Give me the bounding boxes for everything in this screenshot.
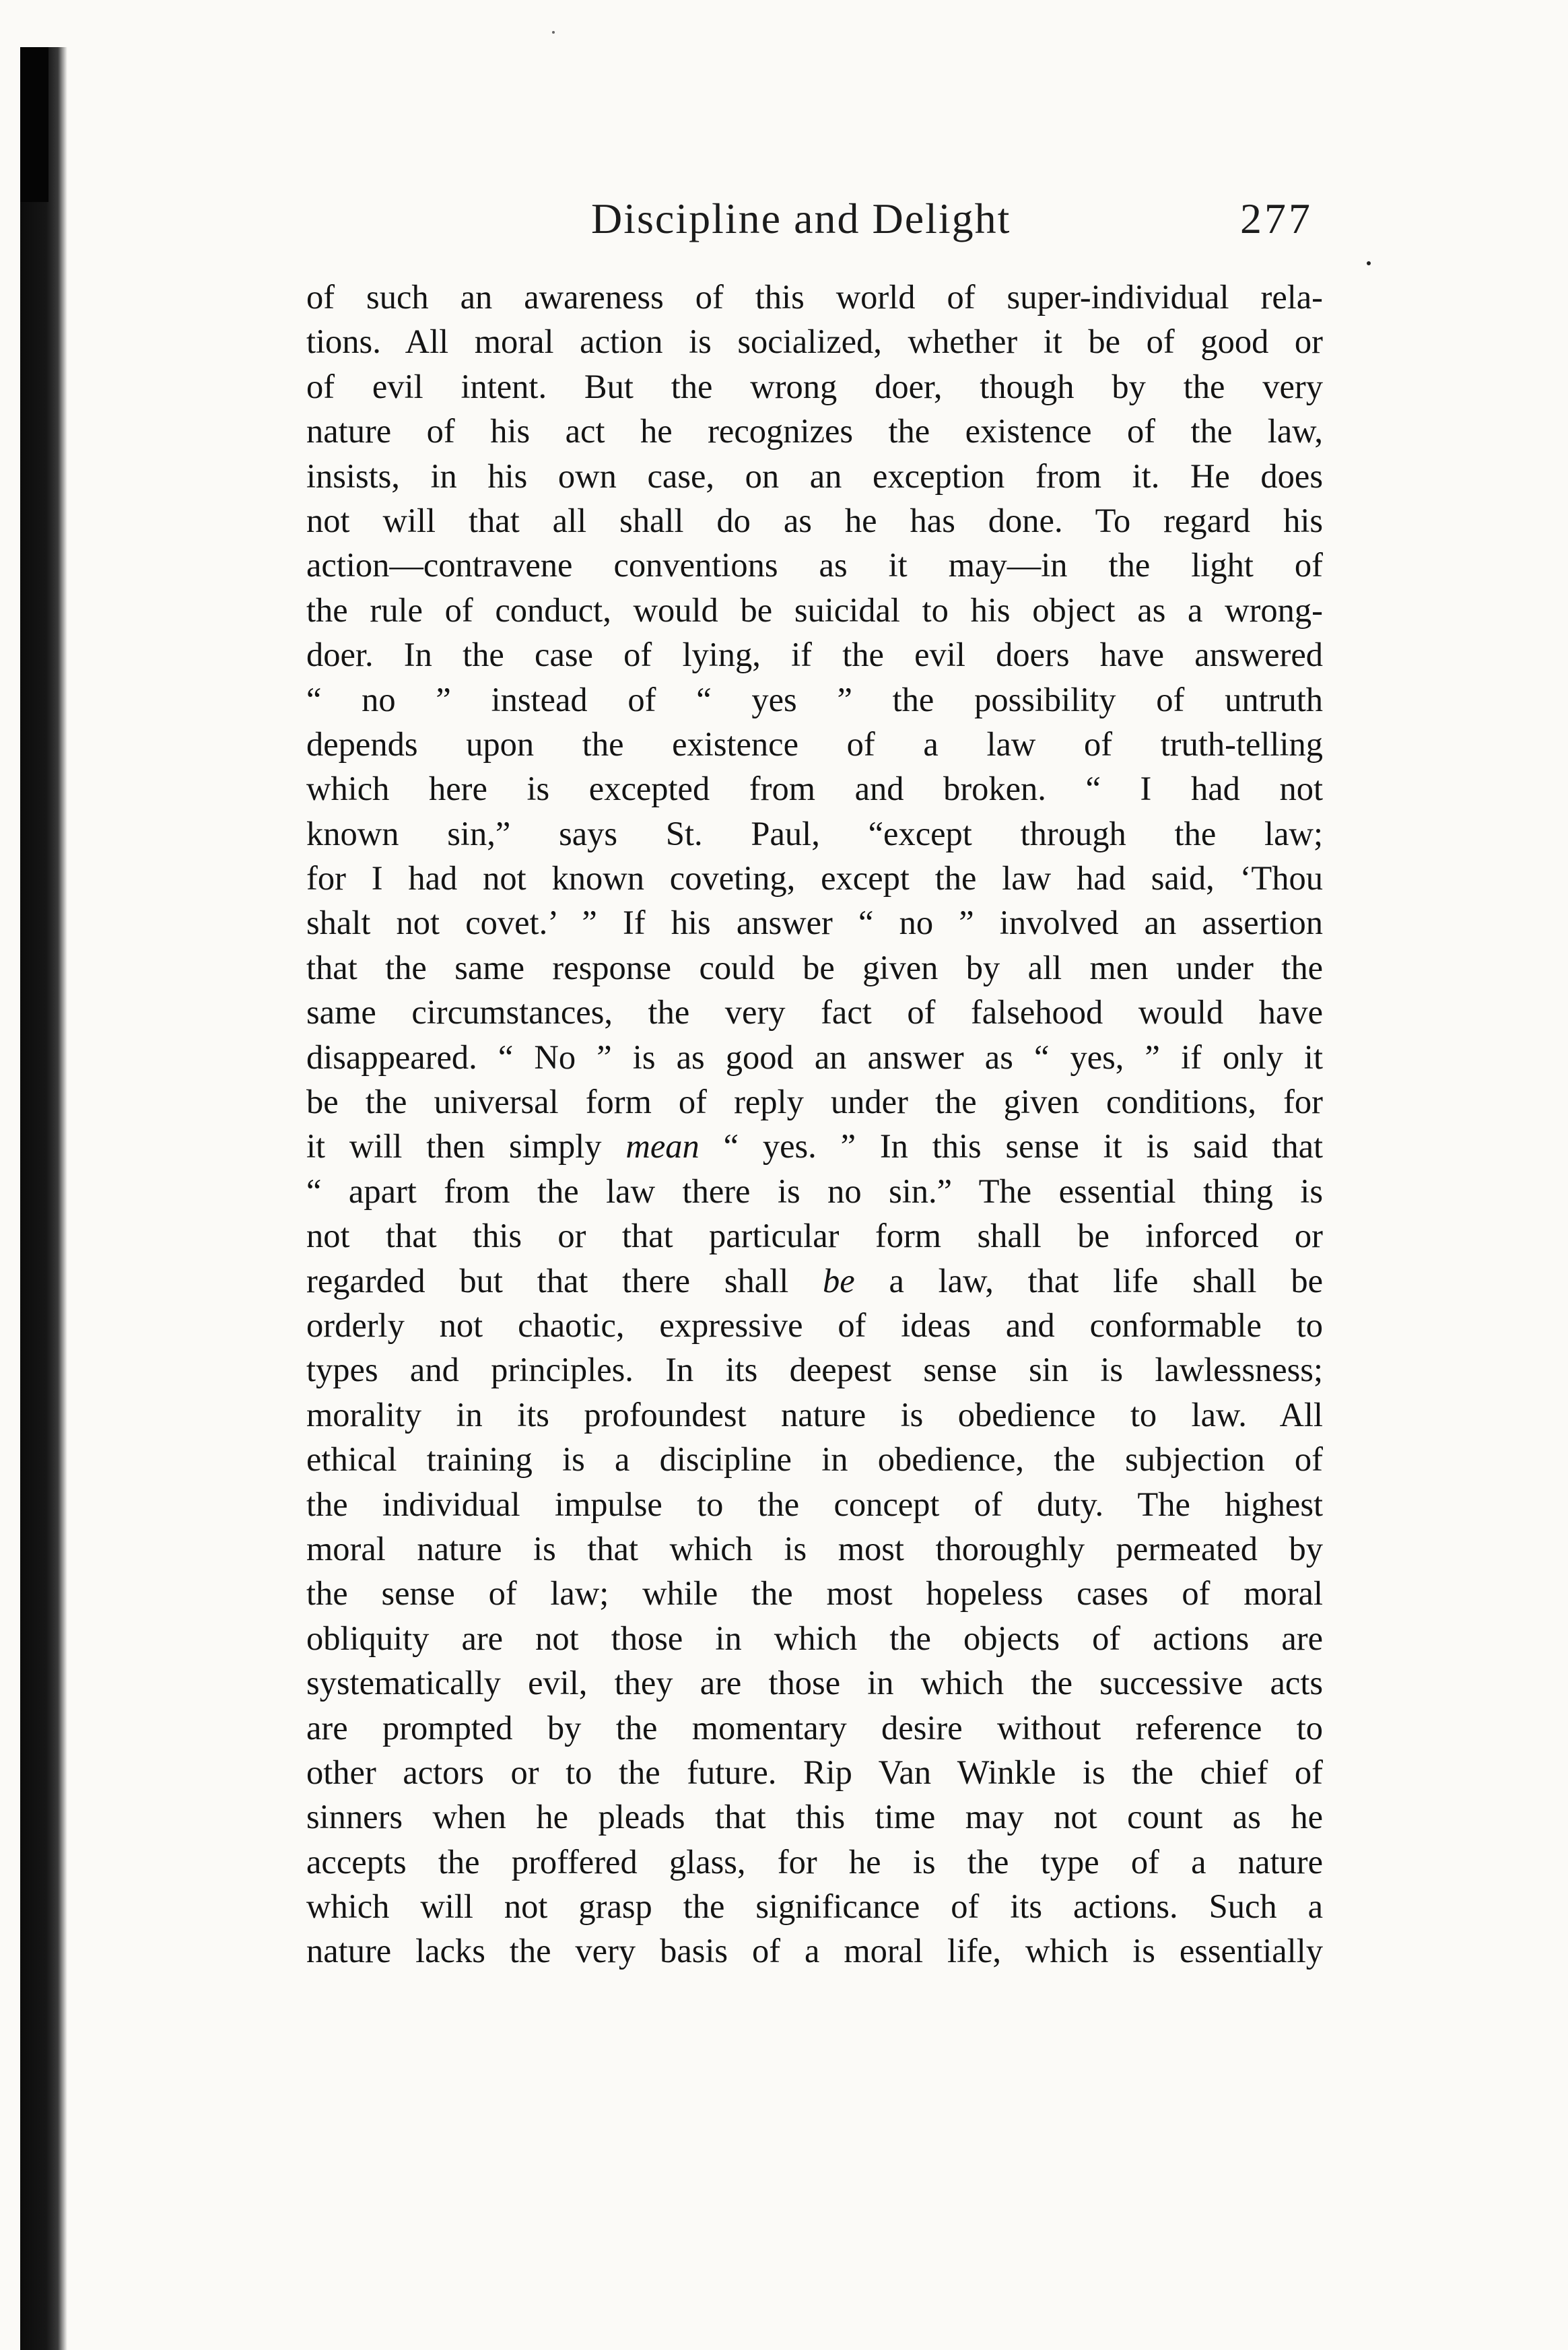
text-line: sinners when he pleads that this time may not count as he [306, 1798, 1323, 1836]
line-end: “ yes. ” In this sense it is said that [723, 1127, 1324, 1166]
text-line: ethical training is a discipline in obedience, the subjection of [306, 1440, 1323, 1479]
text-line: same circumstances, the very fact of falsehood would have [306, 993, 1323, 1032]
text-line: action—contravene conventions as it may—in the light of [306, 546, 1323, 584]
text-line: which will not grasp the significance of its actions. Such a [306, 1887, 1323, 1926]
text-line: that the same response could be given by all men under the [306, 948, 1323, 986]
text-line: which here is excepted from and broken. “ I had not [306, 770, 1323, 808]
text-line: not that this or that particular form shall be inforced or [306, 1217, 1323, 1255]
book-binding-edge-dark [20, 47, 48, 202]
text-line: orderly not chaotic, expressive of ideas and conformable to [306, 1306, 1323, 1344]
italic-word: be [823, 1261, 855, 1300]
text-line: other actors or to the future. Rip Van Winkle is the chief of [306, 1753, 1323, 1791]
text-line: “ apart from the law there is no sin.” The essential thing is [306, 1172, 1323, 1210]
text-line: obliquity are not those in which the objects of actions are [306, 1619, 1323, 1657]
page-header [310, 194, 1313, 268]
text-line: disappeared. “ No ” is as good an answer as “ yes, ” if only it [306, 1038, 1323, 1076]
text-line-with-italic [306, 1258, 1323, 1303]
text-line-with-italic [306, 1124, 1323, 1168]
text-line: not will that all shall do as he has done. To regard his [306, 501, 1323, 539]
text-line: the individual impulse to the concept of duty. The highest [306, 1485, 1323, 1523]
text-line: are prompted by the momentary desire without reference to [306, 1708, 1323, 1747]
text-line: systematically evil, they are those in which the successive acts [306, 1664, 1323, 1702]
line-end: a law, that life shall be [889, 1261, 1324, 1300]
text-line: for I had not known coveting, except the law had said, ‘Thou [306, 859, 1323, 898]
text-line: of evil intent. But the wrong doer, though by the very [306, 367, 1323, 405]
ink-speck [552, 31, 555, 34]
text-line: the rule of conduct, would be suicidal to his object as a wrong- [306, 591, 1323, 629]
text-line: doer. In the case of lying, if the evil doers have answered [306, 636, 1323, 674]
page-number: 277 [1240, 195, 1313, 242]
text-line: accepts the proffered glass, for he is the type of a nature [306, 1842, 1323, 1881]
text-line: the sense of law; while the most hopeless cases of moral [306, 1574, 1323, 1613]
text-line: be the universal form of reply under the given conditions, for [306, 1083, 1323, 1121]
text-line: moral nature is that which is most thoroughly permeated by [306, 1529, 1323, 1568]
running-title: Discipline and Delight [591, 195, 1011, 242]
italic-word: mean [625, 1127, 700, 1166]
text-line: types and principles. In its deepest sense sin is lawlessness; [306, 1351, 1323, 1389]
text-line: morality in its profoundest nature is obedience to law. All [306, 1395, 1323, 1434]
line-start: regarded but that there shall [306, 1261, 789, 1300]
text-line: known sin,” says St. Paul, “except through the law; [306, 814, 1323, 852]
text-line: of such an awareness of this world of super-individual rela- [306, 278, 1323, 316]
book-binding-edge [20, 47, 67, 2350]
text-line: tions. All moral action is socialized, whether it be of good or [306, 323, 1323, 361]
text-line: nature of his act he recognizes the existence of the law, [306, 412, 1323, 450]
text-line: nature lacks the very basis of a moral life, which is essentially [306, 1932, 1323, 1970]
line-start: it will then simply [306, 1127, 602, 1166]
text-line: shalt not covet.’ ” If his answer “ no ” involved an assertion [306, 904, 1323, 942]
text-line: “ no ” instead of “ yes ” the possibility of untruth [306, 680, 1323, 718]
text-line: depends upon the existence of a law of truth-telling [306, 725, 1323, 763]
body-text [306, 275, 1323, 1974]
text-line: insists, in his own case, on an exception from it. He does [306, 457, 1323, 495]
ink-speck [1367, 261, 1371, 265]
